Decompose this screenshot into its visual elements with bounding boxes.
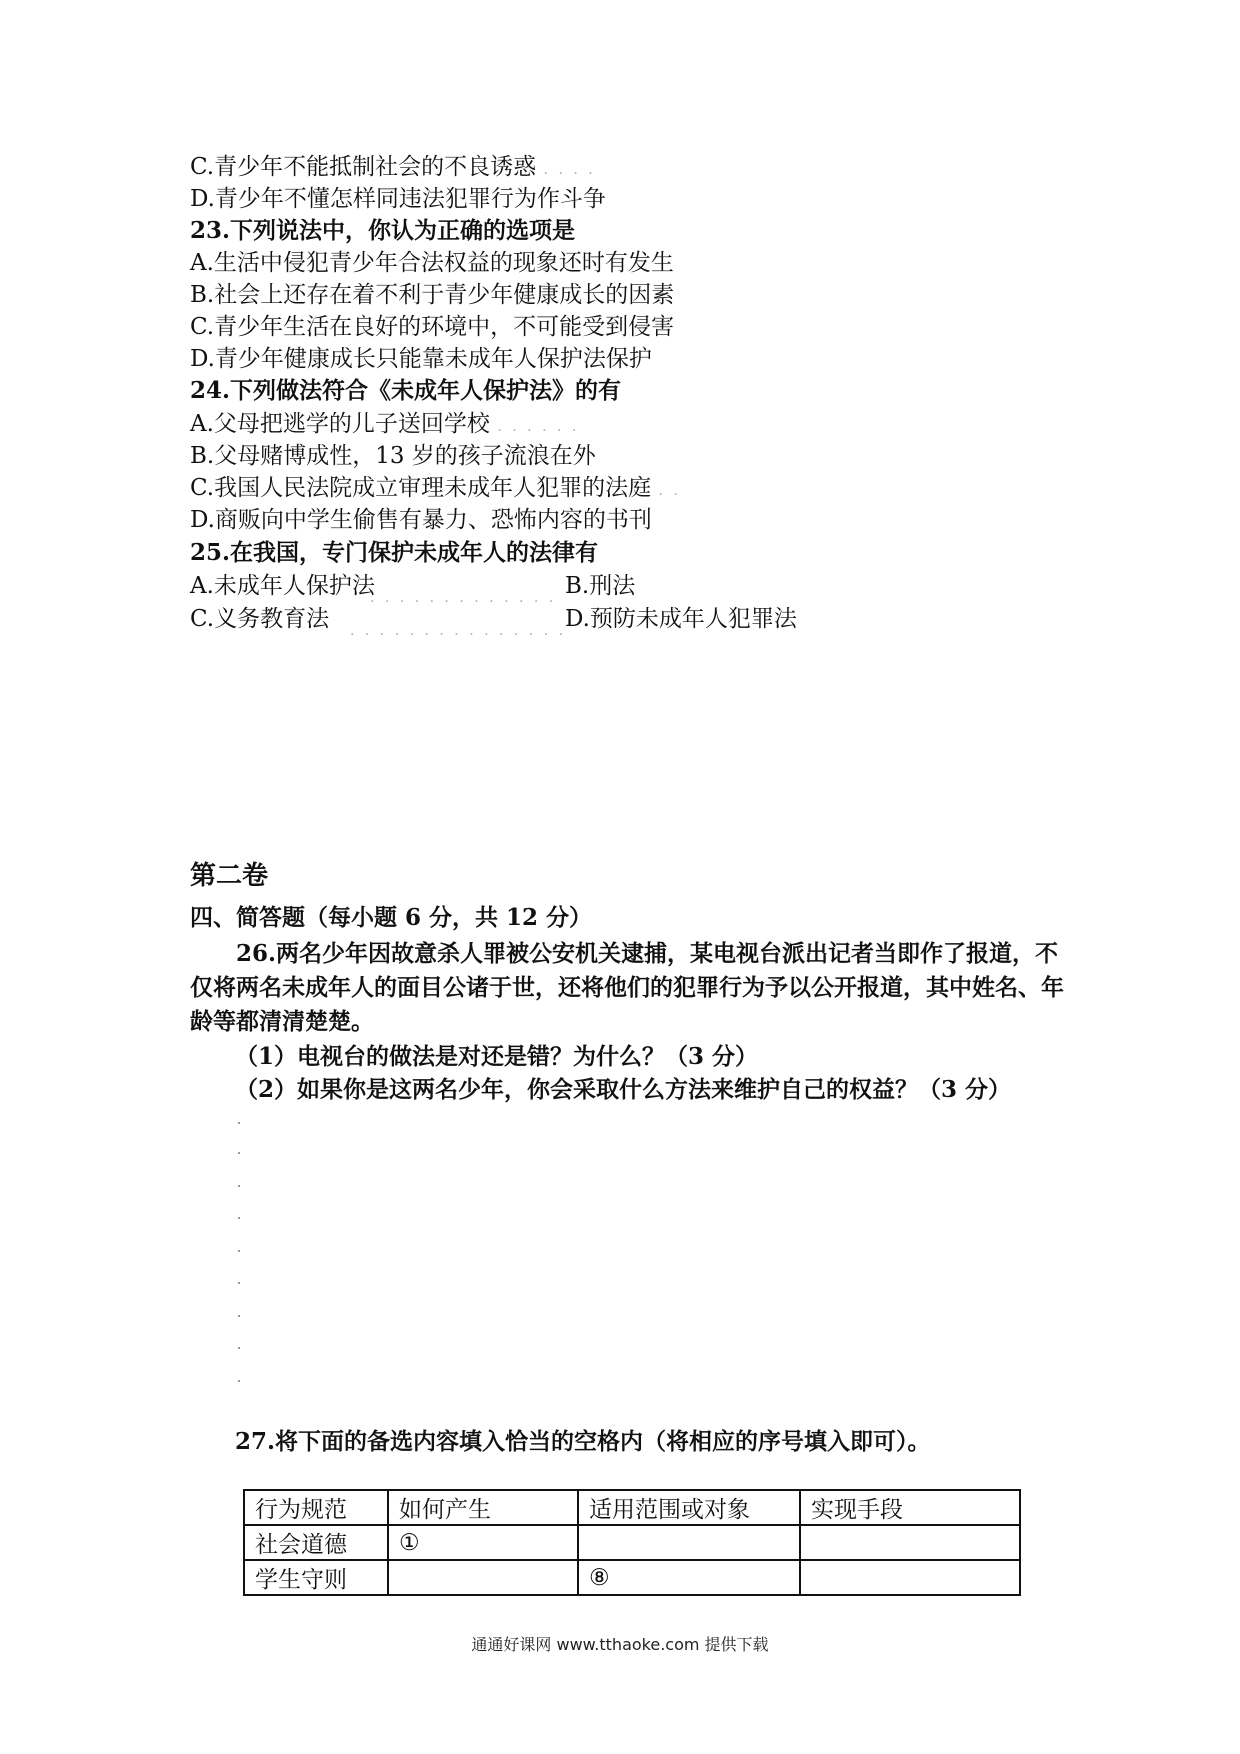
leader-dots-c: . . . . . . . . . . . . . . .	[350, 623, 567, 639]
short-answer-heading: 四、简答题（每小题 6 分，共 12 分）	[190, 904, 593, 931]
table-cell[interactable]	[578, 1525, 800, 1560]
q24-option-b: B.父母赌博成性，13 岁的孩子流浪在外	[190, 443, 596, 469]
q27-stem: 27.将下面的备选内容填入恰当的空格内（将相应的序号填入即可）。	[235, 1428, 931, 1455]
table-cell[interactable]	[388, 1560, 578, 1595]
q22-option-c: C.青少年不能抵制社会的不良诱惑 . . . .	[190, 154, 596, 180]
answer-space-mark	[238, 1282, 240, 1284]
q24-option-c: C.我国人民法院成立审理未成年人犯罪的法庭 . .	[190, 475, 681, 501]
q24-option-d: D.商贩向中学生偷售有暴力、恐怖内容的书刊	[190, 507, 652, 533]
table-cell: 学生守则	[244, 1560, 388, 1595]
table-header-row	[244, 1490, 1020, 1525]
table-cell[interactable]: ①	[388, 1525, 578, 1560]
table-header: 行为规范	[244, 1490, 388, 1525]
table-header: 如何产生	[388, 1490, 578, 1525]
table-cell[interactable]	[800, 1525, 1020, 1560]
q22-option-d: D.青少年不懂怎样同违法犯罪行为作斗争	[190, 186, 606, 212]
q25-option-b: B.刑法	[565, 573, 636, 599]
answer-space-mark	[238, 1217, 240, 1219]
table-header: 适用范围或对象	[578, 1490, 800, 1525]
table-row	[244, 1525, 1020, 1560]
q26-stem: 26.两名少年因故意杀人罪被公安机关逮捕，某电视台派出记者当即作了报道，不仅将两名未成年人的面目公诸于世，还将他们的犯罪行为予以公开报道，其中姓名、年龄等都清清楚楚。	[190, 940, 1064, 1035]
q24-option-a: A.父母把逃学的儿子送回学校 . . . . . .	[190, 411, 580, 437]
norms-table	[243, 1489, 1021, 1596]
answer-space-mark	[238, 1250, 240, 1252]
q25-option-d: D.预防未成年人犯罪法	[565, 606, 797, 632]
answer-space-mark	[238, 1315, 240, 1317]
table-cell[interactable]: ⑧	[578, 1560, 800, 1595]
q23-stem: 23.下列说法中，你认为正确的选项是	[190, 217, 576, 244]
q26-sub2: （2）如果你是这两名少年，你会采取什么方法来维护自己的权益？（3 分）	[235, 1076, 1012, 1103]
q24-stem: 24.下列做法符合《未成年人保护法》的有	[190, 377, 622, 404]
q23-option-a: A.生活中侵犯青少年合法权益的现象还时有发生	[190, 250, 674, 276]
table-row	[244, 1560, 1020, 1595]
q25-stem: 25.在我国，专门保护未成年人的法律有	[190, 539, 599, 566]
answer-space-mark	[238, 1185, 240, 1187]
q23-option-d: D.青少年健康成长只能靠未成年人保护法保护	[190, 346, 652, 372]
table-cell: 社会道德	[244, 1525, 388, 1560]
q25-option-a: A.未成年人保护法	[190, 573, 375, 599]
answer-space-mark	[238, 1152, 240, 1154]
q23-option-c: C.青少年生活在良好的环境中，不可能受到侵害	[190, 314, 675, 340]
answer-space-mark	[238, 1347, 240, 1349]
q25-option-c: C.义务教育法	[190, 606, 330, 632]
leader-dots-a: . . . . . . . . . . . . .	[370, 590, 557, 606]
answer-space-mark	[238, 1122, 240, 1124]
footer-watermark: 通通好课网 www.tthaoke.com 提供下载	[471, 1635, 769, 1654]
q26-sub1: （1）电视台的做法是对还是错？为什么？（3 分）	[235, 1043, 759, 1070]
q23-option-b: B.社会上还存在着不利于青少年健康成长的因素	[190, 282, 675, 308]
part-two-title: 第二卷	[190, 861, 269, 891]
table-cell[interactable]	[800, 1560, 1020, 1595]
table-header: 实现手段	[800, 1490, 1020, 1525]
answer-space-mark	[238, 1380, 240, 1382]
